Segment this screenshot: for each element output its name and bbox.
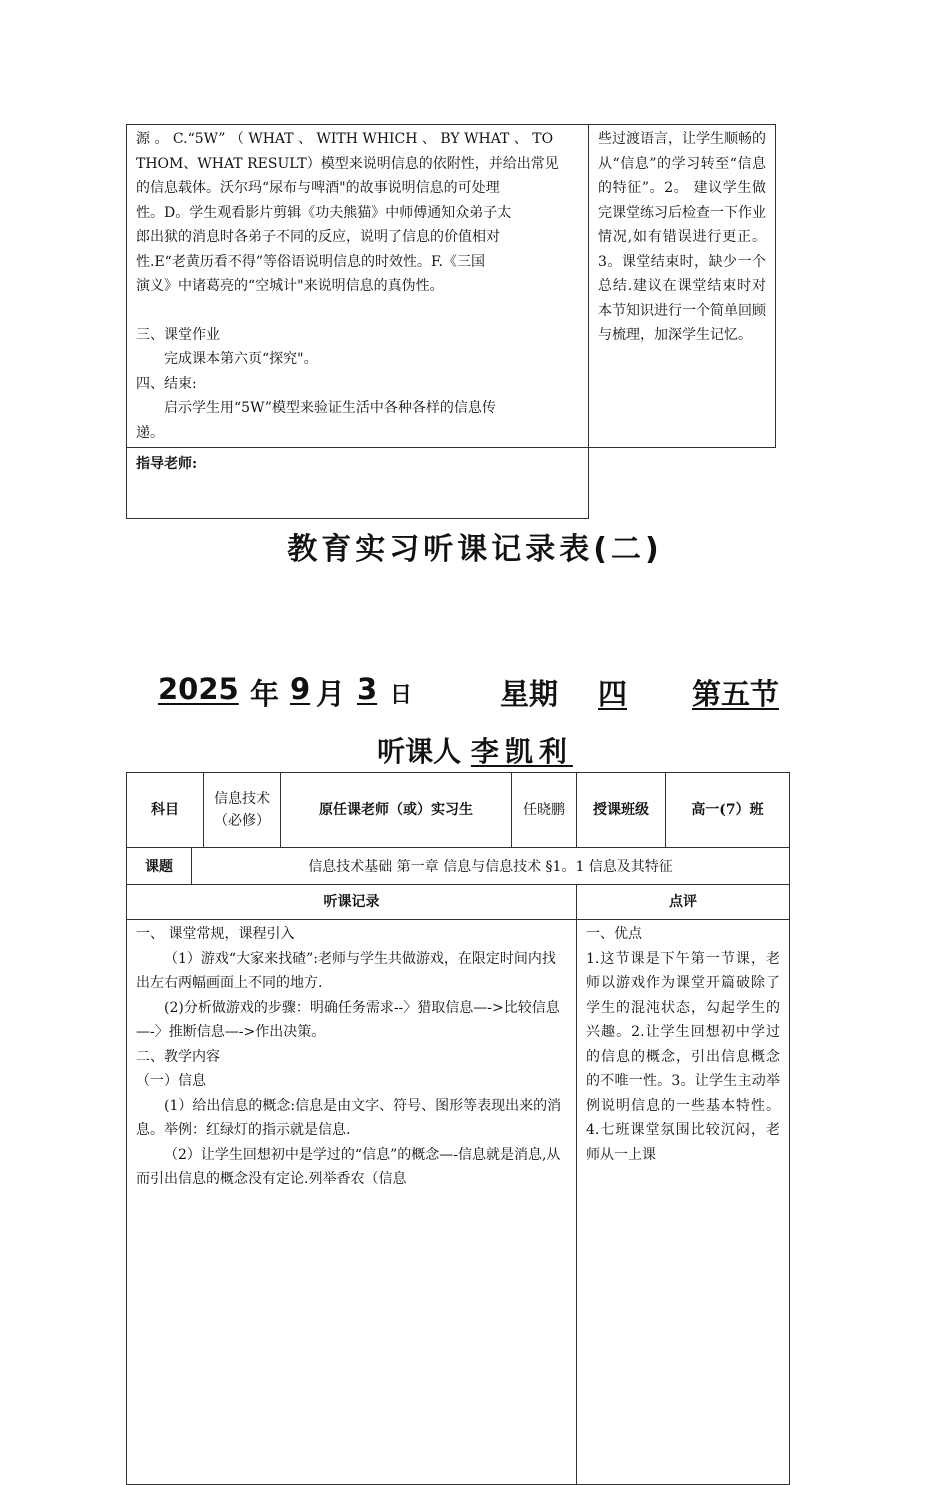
- topic-label: 课题: [127, 848, 192, 885]
- record-paragraph: （1）游戏“大家来找碴”:老师与学生共做游戏，在限定时间内找出左右两幅画面上不同的地方.: [136, 950, 556, 991]
- info-table: [126, 772, 790, 848]
- listener-label: 听课人: [377, 735, 462, 768]
- record-line: 演义》中诸葛亮的“空城计"来说明信息的真伪性。: [136, 278, 444, 294]
- record-header: 听课记录: [127, 885, 577, 920]
- weekday-label: 星期: [500, 677, 559, 711]
- end-text-1: 启示学生用“5W”模型来验证生活中各种各样的信息传: [164, 400, 496, 416]
- mentor-cell: [127, 448, 589, 519]
- record-table: [126, 884, 790, 1485]
- listener-line: [0, 730, 950, 770]
- form-title: 教育实习听课记录表(二): [287, 532, 663, 567]
- continuation-table: [126, 124, 776, 519]
- weekday-value: 四: [598, 677, 628, 711]
- comment-cell: [589, 125, 776, 448]
- day-unit: 日: [390, 683, 413, 708]
- class-value: 高一(7）班: [666, 773, 790, 848]
- record-body: [127, 920, 577, 1485]
- day-value: 3: [357, 672, 378, 706]
- teacher-value: 任晓鹏: [512, 773, 577, 848]
- comment-heading: 一、优点: [586, 926, 642, 942]
- date-line: [158, 672, 808, 722]
- subject-value: 信息技术（必修）: [204, 773, 281, 848]
- lecture-record-cell: [127, 125, 589, 448]
- month-value: 9: [290, 672, 311, 706]
- comment-body: [577, 920, 790, 1485]
- period-value: 第五节: [692, 677, 780, 711]
- listener-name: 李凯利: [470, 735, 573, 768]
- comment-text: 些过渡语言，让学生顺畅的从“信息”的学习转至“信息的特征”。2。 建议学生做完课堂练习后检查一下作业情况,如有错误进行更正。3。课堂结束时，缺少一个总结.建议在课堂结束时对本节知识进行一个简单回顾与梳理，加深学生记忆。: [598, 131, 766, 343]
- comment-paragraph: 1.这节课是下午第一节课，老师以游戏作为课堂开篇破除了学生的混沌状态，勾起学生的兴趣。2.让学生回想初中学过的信息的概念，引出信息概念的不唯一性。3。让学生主动举例说明信息的一些基本特性。4.七班课堂氛围比较沉闷，老师从一上课: [586, 950, 780, 1163]
- record-paragraph: （2）让学生回想初中是学过的“信息”的概念—-信息就是消息,从而引出信息的概念没有定论.列举香农（信息: [136, 1146, 561, 1187]
- comment-header: 点评: [577, 885, 790, 920]
- year-value: 2025: [158, 672, 239, 706]
- record-line: 的信息载体。沃尔玛“尿布与啤酒"的故事说明信息的可处理: [136, 180, 500, 196]
- mentor-label: 指导老师:: [136, 456, 198, 472]
- class-label: 授课班级: [577, 773, 666, 848]
- year-unit: 年: [250, 677, 280, 711]
- record-line: 性.E“老黄历看不得”等俗语说明信息的时效性。F.《三国: [136, 253, 485, 270]
- end-text-2: 递。: [136, 424, 164, 441]
- subject-label: 科目: [127, 773, 204, 848]
- homework-heading: 三、课堂作业: [136, 326, 220, 343]
- record-line: 性。D。学生观看影片剪辑《功夫熊猫》中师傅通知众弟子太: [136, 204, 512, 221]
- record-paragraph: (2)分析做游戏的步骤：明确任务需求--〉猎取信息—->比较信息—-〉推断信息—->作出决策。: [136, 999, 560, 1040]
- record-line: THOM、WHAT RESULT）模型来说明信息的依附性，并给出常见: [136, 155, 559, 172]
- topic-table: [126, 847, 790, 885]
- topic-value: 信息技术基础 第一章 信息与信息技术 §1。1 信息及其特征: [192, 848, 790, 885]
- teacher-label: 原任课老师（或）实习生: [281, 773, 512, 848]
- month-unit: 月: [316, 677, 346, 711]
- record-line: 源 。 C.“5W” （ WHAT 、 WITH WHICH 、 BY WHAT 、 TO: [136, 131, 554, 147]
- record-section: 一、 课堂常规，课程引入: [136, 926, 295, 942]
- record-paragraph: (1）给出信息的概念:信息是由文字、符号、图形等表现出来的消息。举例：红绿灯的指示就是信息.: [136, 1097, 562, 1138]
- homework-text: 完成课本第六页“探究"。: [164, 351, 318, 367]
- end-heading: 四、结束:: [136, 375, 197, 392]
- record-subsection: （一）信息: [136, 1073, 206, 1089]
- record-line: 郎出狱的消息时各弟子不同的反应，说明了信息的价值相对: [136, 229, 500, 245]
- record-section: 二、教学内容: [136, 1048, 220, 1065]
